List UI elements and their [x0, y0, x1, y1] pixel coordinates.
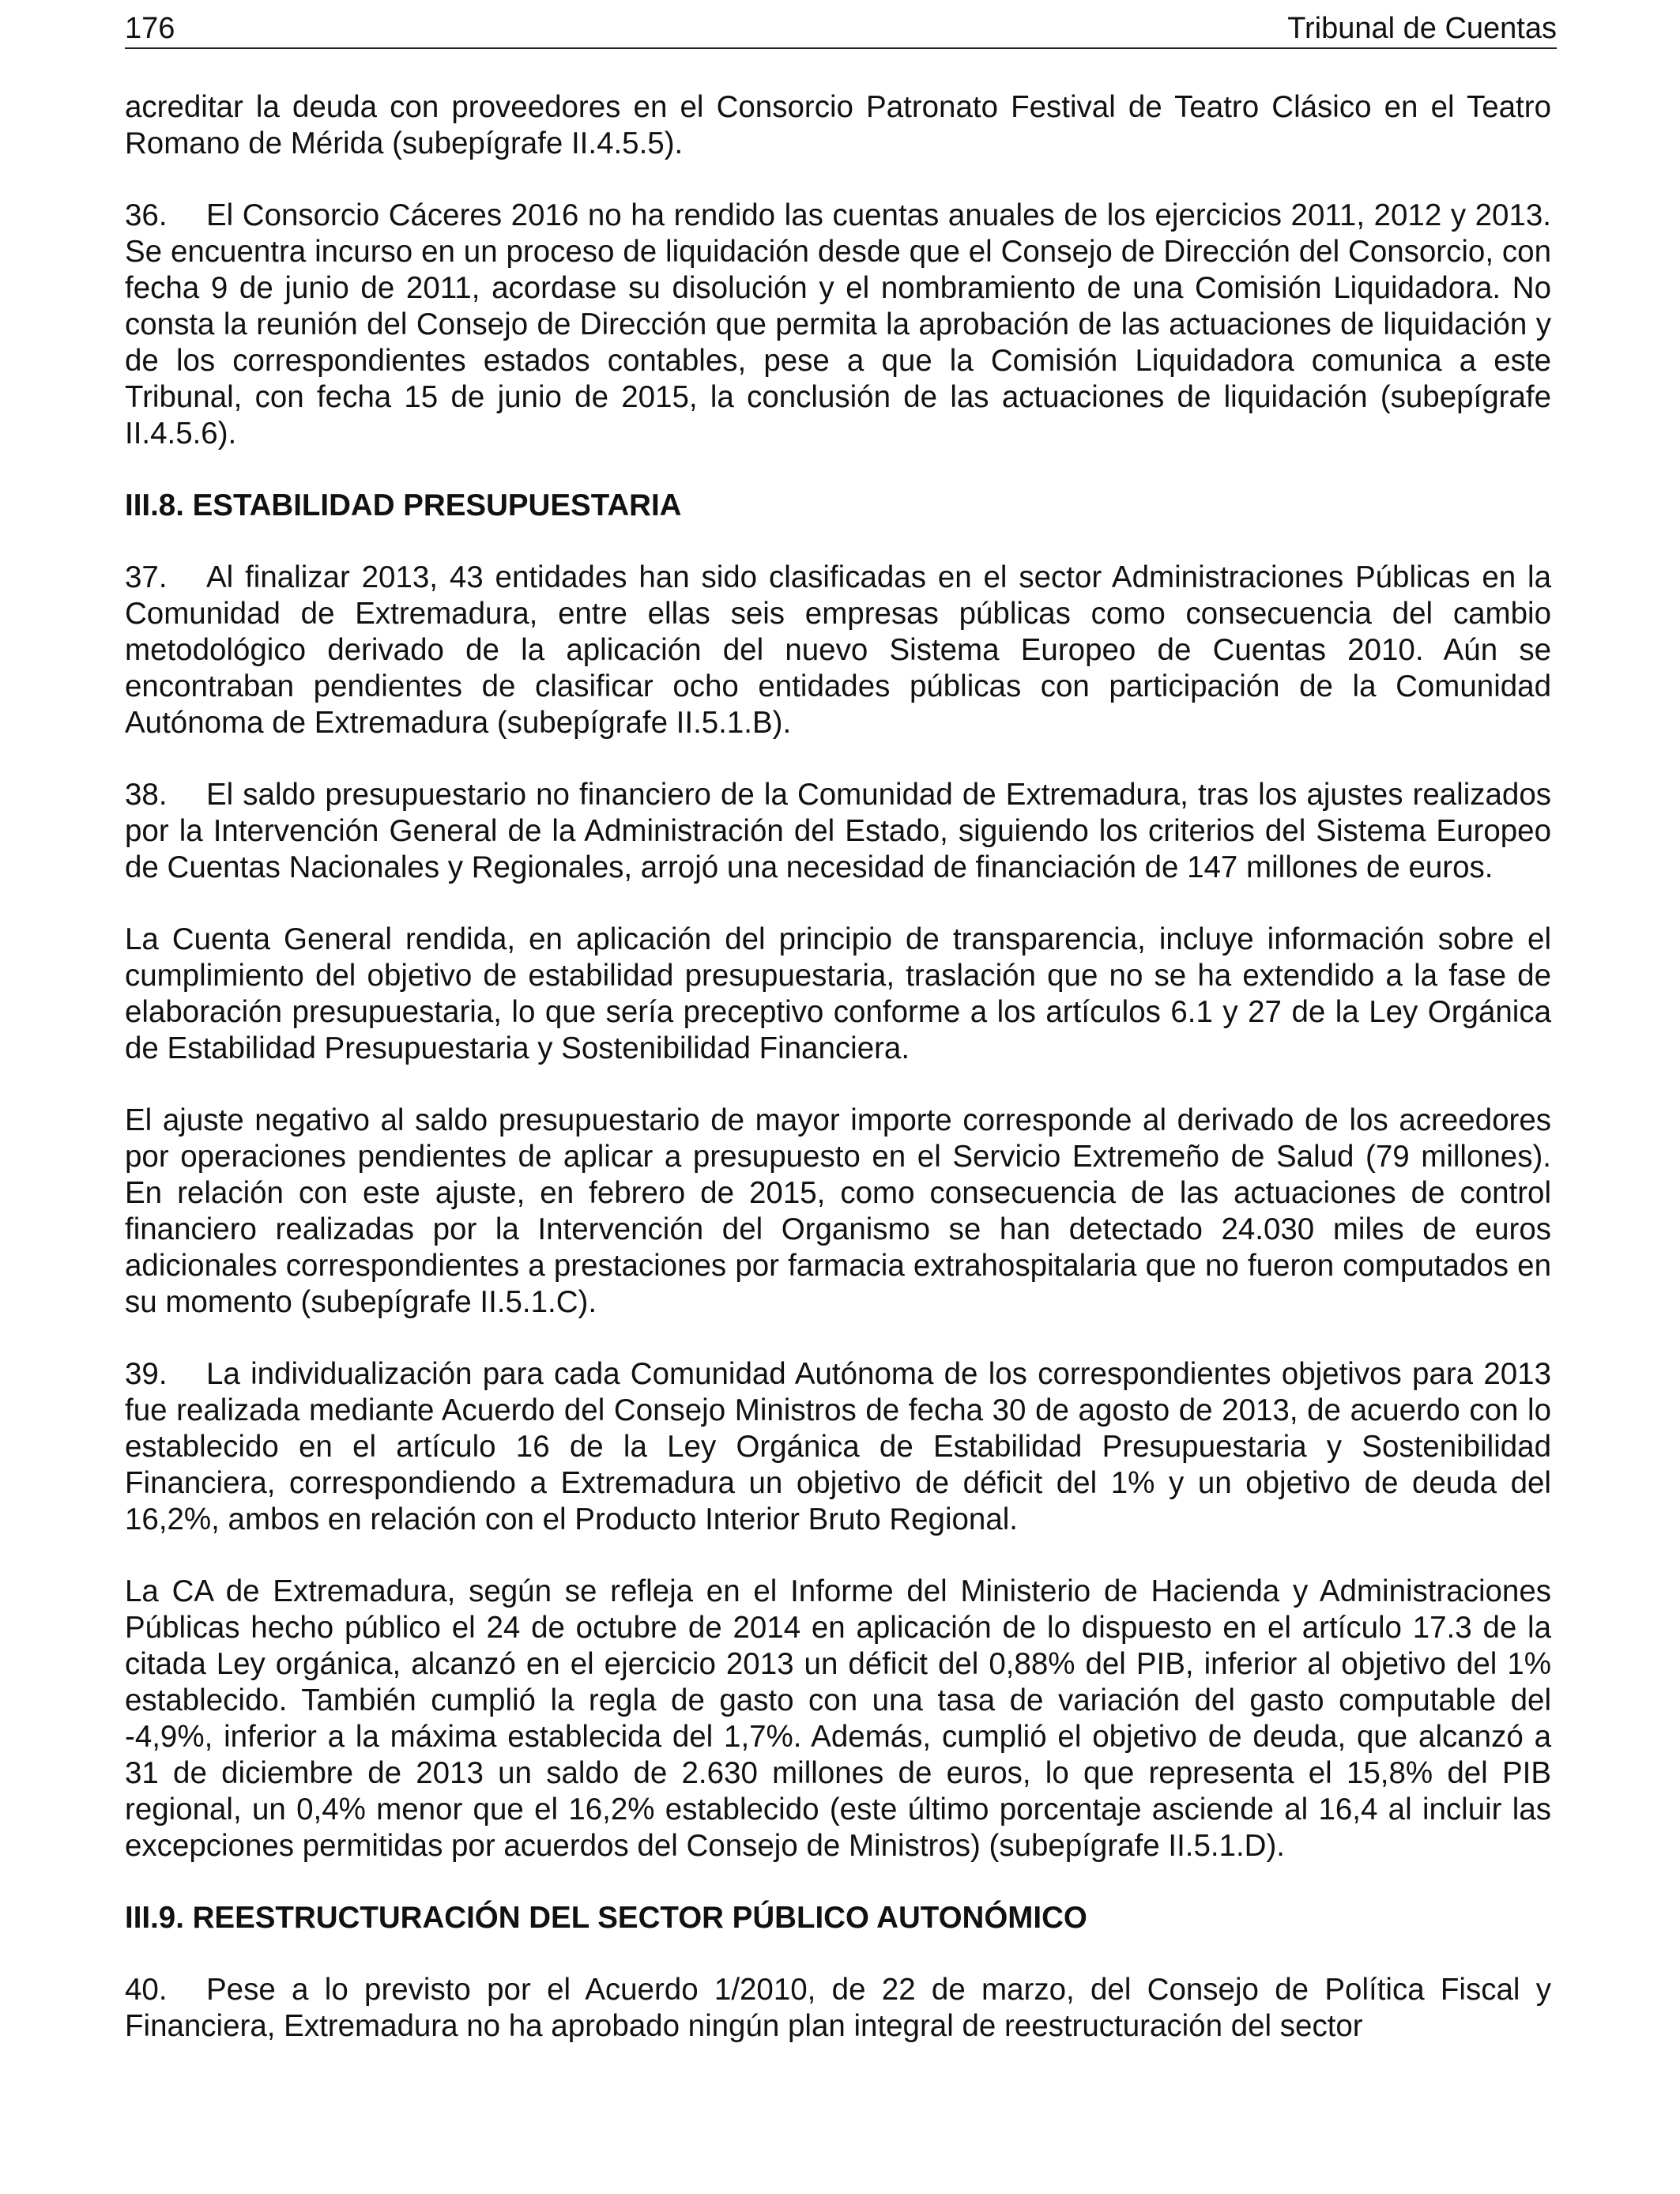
paragraph-text: acreditar la deuda con proveedores en el Consorcio Patronato Festival de Teatro Clásico en el Teatro Romano de Mérida (subepígrafe II.4.5.5). [125, 90, 1551, 160]
paragraph-text: La individualización para cada Comunidad Autónoma de los correspondientes objetivos para 2013 fue realizada mediante Acuerdo del Consejo Ministros de fecha 30 de agosto de 2013, de acuerdo con lo establecido en el artículo 16 de la Ley Orgánica de Estabilidad Presupuestaria y Sostenibilidad Financiera, correspondiendo a Extremadura un objetivo de déficit del 1% y un objetivo de deuda del 16,2%, ambos en relación con el Producto Interior Bruto Regional. [125, 1357, 1551, 1536]
paragraph-text: Al finalizar 2013, 43 entidades han sido clasificadas en el sector Administraciones Públicas en la Comunidad de Extremadura, entre ellas seis empresas públicas como consecuencia del cambio metodológico derivado de la aplicación del nuevo Sistema Europeo de Cuentas 2010. Aún se encontraban pendientes de clasificar ocho entidades públicas con participación de la Comunidad Autónoma de Extremadura (subepígrafe II.5.1.B). [125, 560, 1551, 740]
paragraph-38-b [125, 922, 1551, 1067]
paragraph-38-c [125, 1103, 1551, 1321]
page-header [125, 6, 1557, 49]
page-number: 176 [125, 12, 175, 45]
paragraph-text: El Consorcio Cáceres 2016 no ha rendido las cuentas anuales de los ejercicios 2011, 2012 y 2013. Se encuentra incurso en un proceso de liquidación desde que el Consejo de Dirección del Consorcio, con fecha 9 de junio de 2011, acordase su disolución y el nombramiento de una Comisión Liquidadora. No consta la reunión del Consejo de Dirección que permita la aprobación de las actuaciones de liquidación y de los correspondientes estados contables, pese a que la Comisión Liquidadora comunica a este Tribunal, con fecha 15 de junio de 2015, la conclusión de las actuaciones de liquidación (subepígrafe II.4.5.6). [125, 198, 1551, 450]
paragraph-39-b [125, 1574, 1551, 1864]
paragraph-text: La CA de Extremadura, según se refleja en el Informe del Ministerio de Hacienda y Administraciones Públicas hecho público el 24 de octubre de 2014 en aplicación de lo dispuesto en el artículo 17.3 de la citada Ley orgánica, alcanzó en el ejercicio 2013 un déficit del 0,88% del PIB, inferior al objetivo del 1% establecido. También cumplió la regla de gasto con una tasa de variación del gasto computable del -4,9%, inferior a la máxima establecida del 1,7%. Además, cumplió el objetivo de deuda, que alcanzó a 31 de diciembre de 2013 un saldo de 2.630 millones de euros, lo que representa el 15,8% del PIB regional, un 0,4% menor que el 16,2% establecido (este último porcentaje asciende al 16,4 al incluir las excepciones permitidas por acuerdos del Consejo de Ministros) (subepígrafe II.5.1.D). [125, 1574, 1551, 1863]
paragraph-text: Pese a lo previsto por el Acuerdo 1/2010, de 22 de marzo, del Consejo de Política Fiscal y Financiera, Extremadura no ha aprobado ningún plan integral de reestructuración del sector [125, 1973, 1551, 2043]
paragraph-continuation [125, 89, 1551, 162]
running-title: Tribunal de Cuentas [1287, 12, 1557, 45]
paragraph-text: La Cuenta General rendida, en aplicación del principio de transparencia, incluye información sobre el cumplimiento del objetivo de estabilidad presupuestaria, traslación que no se ha extendido a la fase de elaboración presupuestaria, lo que sería preceptivo conforme a los artículos 6.1 y 27 de la Ley Orgánica de Estabilidad Presupuestaria y Sostenibilidad Financiera. [125, 922, 1551, 1065]
paragraph-number: 37. [125, 560, 168, 594]
paragraph-39 [125, 1356, 1551, 1538]
paragraph-number: 39. [125, 1357, 168, 1391]
paragraph-36 [125, 198, 1551, 452]
paragraph-number: 40. [125, 1973, 168, 2007]
paragraph-40 [125, 1972, 1551, 2045]
section-heading-iii-8: III.8. ESTABILIDAD PRESUPUESTARIA [125, 488, 682, 522]
paragraph-text: El ajuste negativo al saldo presupuestario de mayor importe corresponde al derivado de los acreedores por operaciones pendientes de aplicar a presupuesto en el Servicio Extremeño de Salud (79 millones). En relación con este ajuste, en febrero de 2015, como consecuencia de las actuaciones de control financiero realizadas por la Intervención del Organismo se han detectado 24.030 miles de euros adicionales correspondientes a prestaciones por farmacia extrahospitalaria que no fueron computados en su momento (subepígrafe II.5.1.C). [125, 1103, 1551, 1319]
paragraph-number: 38. [125, 778, 168, 812]
document-body [125, 89, 1551, 2045]
section-heading-iii-9: III.9. REESTRUCTURACIÓN DEL SECTOR PÚBLICO AUTONÓMICO [125, 1901, 1087, 1935]
paragraph-38 [125, 777, 1551, 886]
paragraph-37 [125, 560, 1551, 741]
paragraph-text: El saldo presupuestario no financiero de la Comunidad de Extremadura, tras los ajustes realizados por la Intervención General de la Administración del Estado, siguiendo los criterios del Sistema Europeo de Cuentas Nacionales y Regionales, arrojó una necesidad de financiación de 147 millones de euros. [125, 778, 1551, 884]
paragraph-number: 36. [125, 198, 168, 232]
